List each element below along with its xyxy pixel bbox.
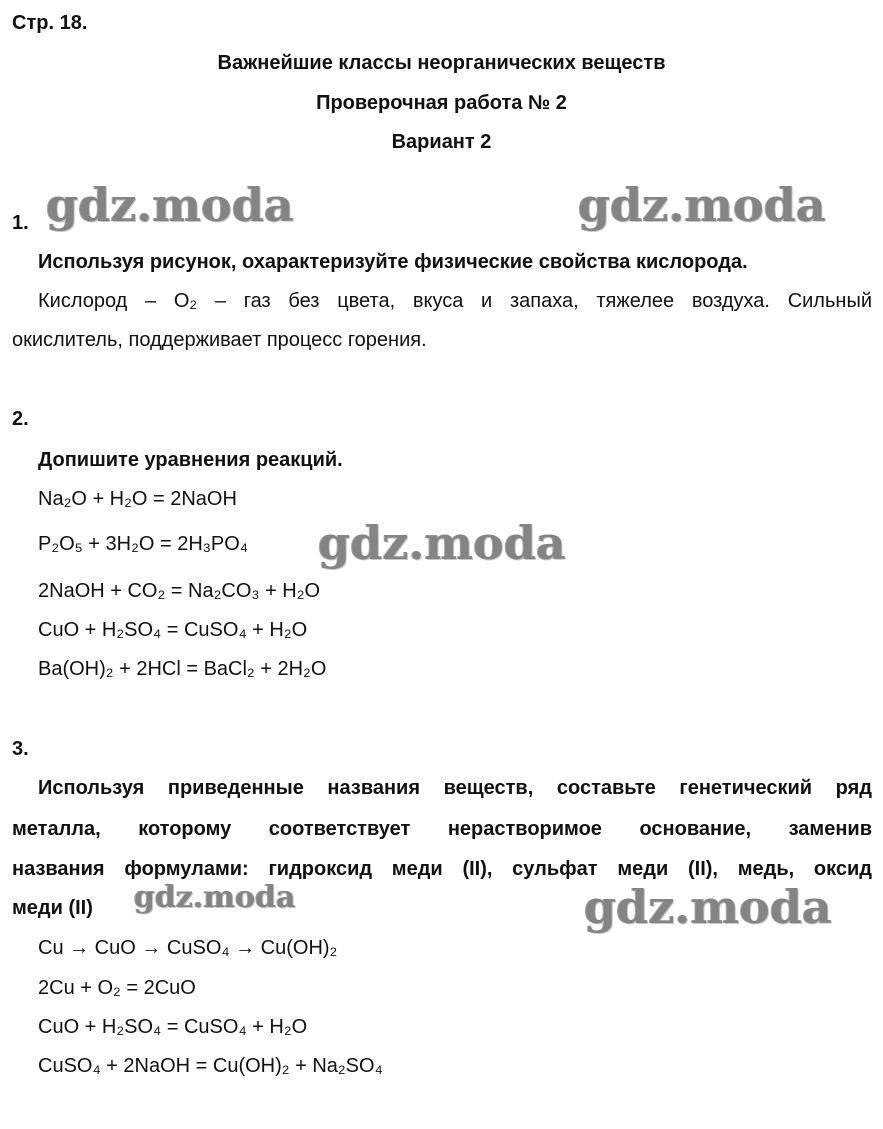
page-subtitle: Проверочная работа № 2 [316, 92, 567, 114]
watermark: gdz.moda [134, 880, 296, 915]
question-2-text: Допишите уравнения реакций. [38, 449, 343, 471]
question-2-number: 2. [12, 408, 29, 430]
watermark: gdz.moda [578, 178, 826, 232]
page-title: Важнейшие классы неорганических веществ [217, 52, 666, 74]
genetic-chain: Cu → CuO → CuSO₄ → Cu(OH)₂ [38, 937, 338, 959]
equation: CuO + H₂SO₄ = CuSO₄ + H₂O [38, 619, 308, 641]
equation: Ba(OH)₂ + 2HCl = BaCl₂ + 2H₂O [38, 658, 327, 680]
question-1-number: 1. [12, 212, 29, 234]
question-1-text: Используя рисунок, охарактеризуйте физические свойства кислорода. [38, 251, 748, 273]
watermark: gdz.moda [318, 516, 566, 570]
answer-1-line-2: окислитель, поддерживает процесс горения. [12, 329, 427, 351]
equation: CuO + H₂SO₄ = CuSO₄ + H₂O [38, 1016, 308, 1038]
question-3-line-2: металла, которому соответствует нерастворимое основание, заменив [12, 818, 872, 840]
equation: 2Cu + O₂ = 2CuO [38, 977, 196, 999]
question-3-line-4: меди (II) [12, 897, 93, 919]
equation: Na₂O + H₂O = 2NaOH [38, 488, 237, 510]
watermark: gdz.moda [584, 880, 832, 934]
question-3-number: 3. [12, 738, 29, 760]
page-number: Стр. 18. [12, 12, 88, 34]
equation: CuSO₄ + 2NaOH = Cu(OH)₂ + Na₂SO₄ [38, 1055, 383, 1077]
question-3-line-3: названия формулами: гидроксид меди (II), сульфат меди (II), медь, оксид [12, 858, 872, 880]
question-3-line-1: Используя приведенные названия веществ, составьте генетический ряд [38, 777, 872, 799]
watermark: gdz.moda [46, 178, 294, 232]
variant-label: Вариант 2 [391, 131, 492, 153]
equation: P₂O₅ + 3H₂O = 2H₃PO₄ [38, 533, 248, 555]
answer-1-line-1: Кислород – O₂ – газ без цвета, вкуса и запаха, тяжелее воздуха. Сильный [38, 290, 872, 312]
equation: 2NaOH + CO₂ = Na₂CO₃ + H₂O [38, 580, 321, 602]
